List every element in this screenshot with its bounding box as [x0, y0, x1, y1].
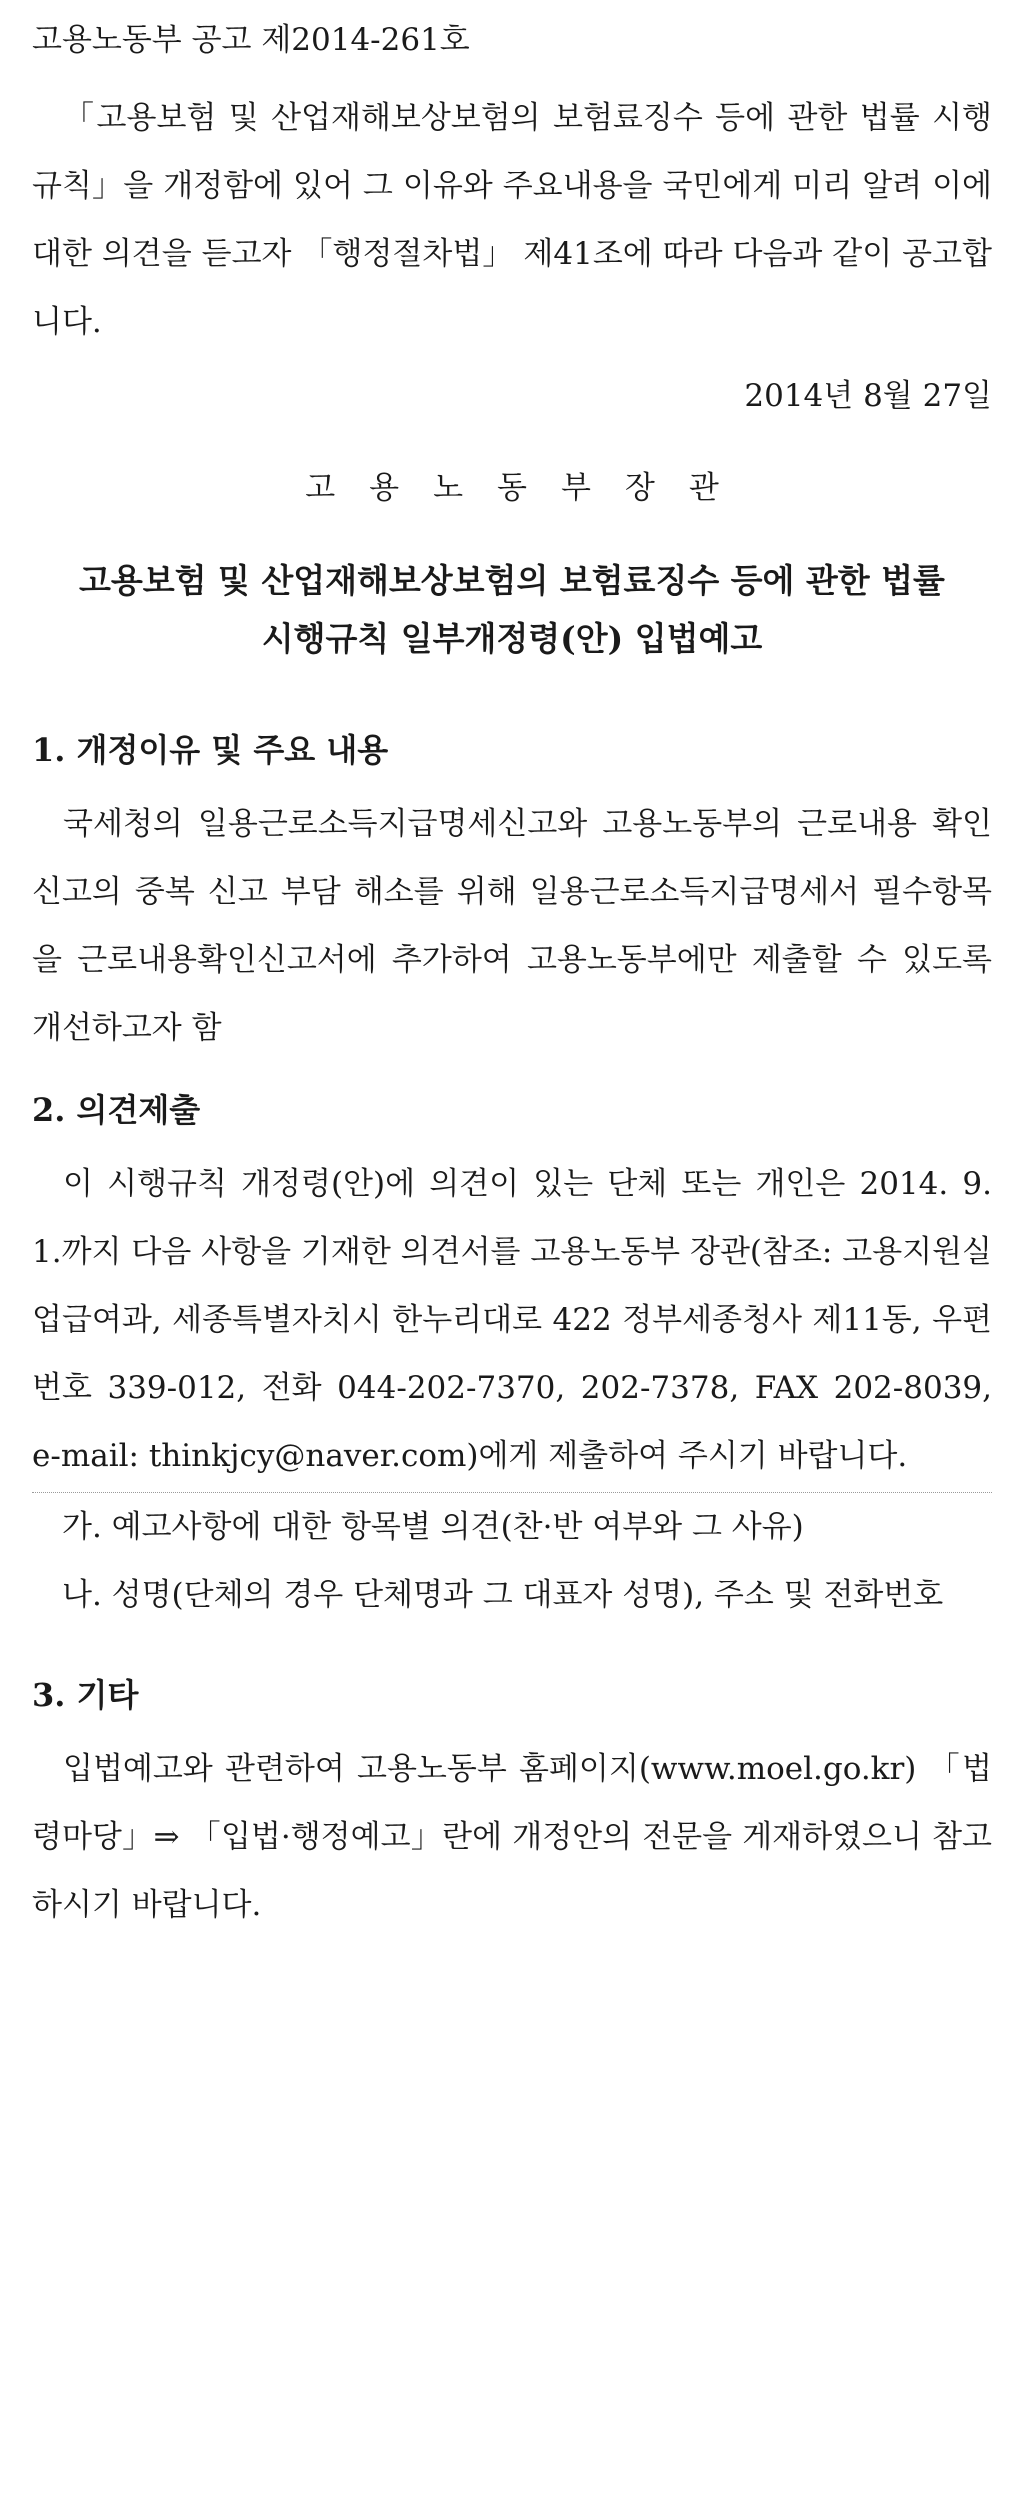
section-body-reason: 국세청의 일용근로소득지급명세신고와 고용노동부의 근로내용 확인신고의 중복 신고 부담 해소를 위해 일용근로소득지급명세서 필수항목을 근로내용확인신고서에 추가하여 고용노동부에만 제출할 수 있도록 개선하고자 함: [32, 806, 992, 1046]
document-title-line-2: 시행규칙 일부개정령(안) 입법예고: [261, 619, 763, 658]
section-reason: [32, 724, 992, 1062]
opinion-item: 가. 예고사항에 대한 항목별 의견(찬·반 여부와 그 사유): [62, 1509, 804, 1545]
opinion-items: [32, 1492, 992, 1629]
section-heading-opinion: 2. 의견제출: [32, 1091, 201, 1129]
section-body-etc: 입법예고와 관련하여 고용노동부 홈페이지(www.moel.go.kr) 「법령마당」⇒ 「입법·행정예고」란에 개정안의 전문을 게재하였으니 참고하시기 바랍니다.: [32, 1751, 992, 1923]
opinion-item: 나. 성명(단체의 경우 단체명과 그 대표자 성명), 주소 및 전화번호: [62, 1577, 944, 1613]
section-heading-etc: 3. 기타: [32, 1676, 139, 1714]
notice-date: 2014년 8월 27일: [744, 378, 992, 414]
issuer-name: 고용노동부장관: [305, 470, 753, 506]
notice-number: 고용노동부 공고 제2014-261호: [32, 22, 470, 58]
section-opinion: [32, 1084, 992, 1629]
intro-paragraph: 「고용보험 및 산업재해보상보험의 보험료징수 등에 관한 법률 시행규칙」을 개정함에 있어 그 이유와 주요내용을 국민에게 미리 알려 이에 대한 의견을 듣고자 「행정절차법」 제41조에 따라 다음과 같이 공고합니다.: [32, 100, 992, 340]
section-etc: [32, 1669, 992, 1939]
document-title: [32, 552, 992, 668]
document-title-line-1: 고용보험 및 산업재해보상보험의 보험료징수 등에 관한 법률: [79, 561, 945, 600]
section-body-opinion: 이 시행규칙 개정령(안)에 의견이 있는 단체 또는 개인은 2014. 9. 1.까지 다음 사항을 기재한 의견서를 고용노동부 장관(참조: 고용지원실업급여과, 세종특별자치시 한누리대로 422 정부세종청사 제11동, 우편번호 339-012, 전화 044-202-7370, 202-7378, FAX 202-8039, e-mail: thinkjcy@naver.com)에게 제출하여 주시기 바랍니다.: [32, 1166, 992, 1474]
section-heading-reason: 1. 개정이유 및 주요 내용: [32, 731, 389, 769]
